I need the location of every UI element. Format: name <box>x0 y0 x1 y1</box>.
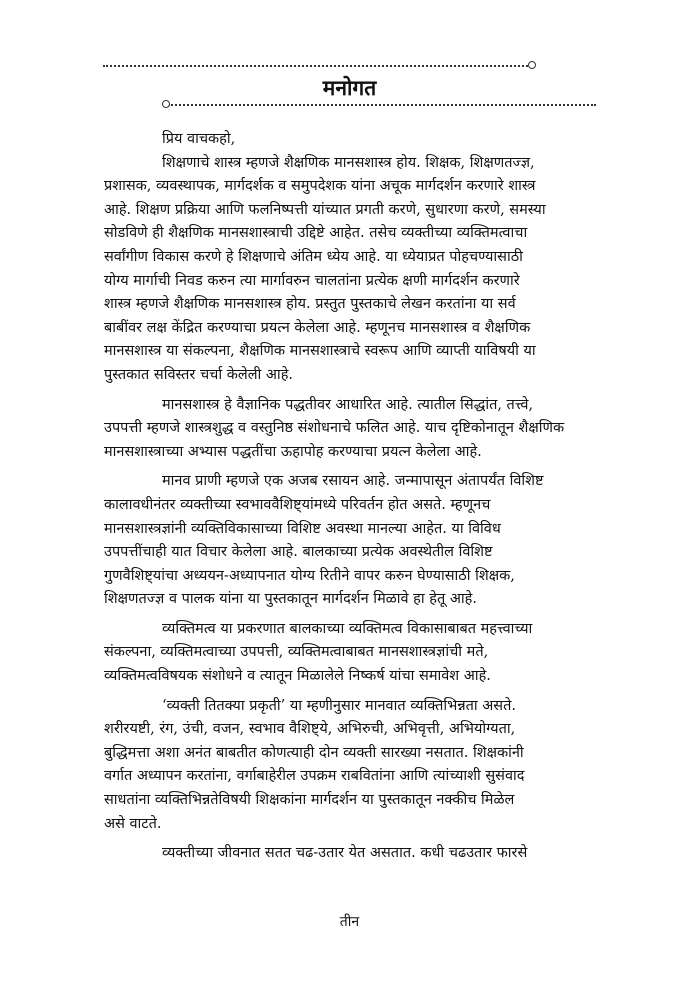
paragraph-2-line: मानसशास्त्राच्या अभ्यास पद्धतींचा ऊहापोह करण्याचा प्रयत्न केलेला आहे. <box>104 443 482 460</box>
paragraph-1-line: योग्य मार्गाची निवड करुन त्या मार्गावरुन चालतांना प्रत्येक क्षणी मार्गदर्शन करणारे <box>104 272 520 289</box>
top-dotted-rule <box>103 65 531 67</box>
page-number: तीन <box>339 914 360 930</box>
paragraph-4-line: व्यक्तिमत्व या प्रकरणात बालकाच्या व्यक्तिमत्व विकासाबाबत महत्त्वाच्या <box>162 620 533 637</box>
paragraph-3-line: शिक्षणतज्ज्ञ व पालक यांना या पुस्तकातून मार्गदर्शन मिळावे हा हेतू आहे. <box>104 591 477 608</box>
paragraph-1-line: बाबींवर लक्ष केंद्रित करण्याचा प्रयत्न केलेला आहे. म्हणूनच मानसशास्त्र व शैक्षणिक <box>104 319 531 336</box>
salutation: प्रिय वाचकहो, <box>162 131 236 147</box>
bottom-rule-end-circle <box>162 100 170 108</box>
paragraph-2-line: उपपत्ती म्हणजे शास्त्रशुद्ध व वस्तुनिष्ठ संशोधनाचे फलित आहे. याच दृष्टिकोनातून शैक्षणिक <box>104 420 565 437</box>
paragraph-3-line: उपपत्तींचाही यात विचार केलेला आहे. बालकाच्या प्रत्येक अवस्थेतील विशिष्ट <box>104 544 493 561</box>
paragraph-3-line: कालावधीनंतर व्यक्तीच्या स्वभाववैशिष्ट्यांमध्ये परिवर्तन होत असते. म्हणूनच <box>104 496 491 513</box>
top-rule-end-circle <box>528 61 536 69</box>
preface-body <box>104 128 596 866</box>
paragraph-1-line: शास्त्र म्हणजे शैक्षणिक मानसशास्त्र होय. प्रस्तुत पुस्तकाचे लेखन करतांना या सर्व <box>104 296 516 313</box>
paragraph-1-line: प्रशासक, व्यवस्थापक, मार्गदर्शक व समुपदेशक यांना अचूक मार्गदर्शन करणारे शास्त्र <box>104 178 536 195</box>
paragraph-1-line: शिक्षणाचे शास्त्र म्हणजे शैक्षणिक मानसशास्त्र होय. शिक्षक, शिक्षणतज्ज्ञ, <box>162 154 535 171</box>
paragraph-5-line: ‘व्यक्ती तितक्या प्रकृती’ या म्हणीनुसार मानवात व्यक्तिभिन्नता असते. <box>162 697 516 714</box>
paragraph-5-line: बुद्धिमत्ता अशा अनंत बाबतीत कोणत्याही दोन व्यक्ती सारख्या नसतात. शिक्षकांनी <box>104 744 524 761</box>
paragraph-1-line: पुस्तकात सविस्तर चर्चा केलेली आहे. <box>104 366 294 383</box>
paragraph-1-line: आहे. शिक्षण प्रक्रिया आणि फलनिष्पत्ती यांच्यात प्रगती करणे, सुधारणा करणे, समस्या <box>104 201 546 218</box>
paragraph-6-line: व्यक्तीच्या जीवनात सतत चढ-उतार येत असतात. कधी चढउतार फारसे <box>162 845 528 862</box>
bottom-dotted-rule <box>168 104 596 106</box>
paragraph-4-line: व्यक्तिमत्वविषयक संशोधने व त्यातून मिळालेले निष्कर्ष यांचा समावेश आहे. <box>104 668 491 685</box>
paragraph-1-line: सोडविणे ही शैक्षणिक मानसशास्त्राची उद्दिष्टे आहेत. तसेच व्यक्तीच्या व्यक्तिमत्वाचा <box>104 225 528 242</box>
paragraph-4-line: संकल्पना, व्यक्तिमत्वाच्या उपपत्ती, व्यक्तिमत्वाबाबत मानसशास्त्रज्ञांची मते, <box>104 644 489 661</box>
paragraph-1-line: सर्वांगीण विकास करणे हे शिक्षणाचे अंतिम ध्येय आहे. या ध्येयाप्रत पोहचण्यासाठी <box>104 248 523 265</box>
paragraph-3-line: गुणवैशिष्ट्यांचा अध्ययन-अध्यापनात योग्य रितीने वापर करुन घेण्यासाठी शिक्षक, <box>104 567 515 584</box>
paragraph-2-line: मानसशास्त्र हे वैज्ञानिक पद्धतीवर आधारित आहे. त्यातील सिद्धांत, तत्त्वे, <box>162 396 534 413</box>
paragraph-5-line: वर्गात अध्यापन करतांना, वर्गाबाहेरील उपक्रम राबवितांना आणि त्यांच्याशी सुसंवाद <box>104 768 525 785</box>
paragraph-5-line: शरीरयष्टी, रंग, उंची, वजन, स्वभाव वैशिष्ट्ये, अभिरुची, अभिवृत्ती, अभियोग्यता, <box>104 721 516 738</box>
paragraph-3-line: मानव प्राणी म्हणजे एक अजब रसायन आहे. जन्मापासून अंतापर्यंत विशिष्ट <box>162 473 544 490</box>
paragraph-1-line: मानसशास्त्र या संकल्पना, शैक्षणिक मानसशास्त्राचे स्वरूप आणि व्याप्ती याविषयी या <box>104 343 536 360</box>
paragraph-5-line: असे वाटते. <box>104 815 162 832</box>
paragraph-3-line: मानसशास्त्रज्ञांनी व्यक्तिविकासाच्या विशिष्ट अवस्था मानल्या आहेत. या विविध <box>104 520 501 537</box>
paragraph-5-line: साधतांना व्यक्तिभिन्नतेविषयी शिक्षकांना मार्गदर्शन या पुस्तकातून नक्कीच मिळेल <box>104 792 515 809</box>
page-title: मनोगत <box>322 75 377 100</box>
